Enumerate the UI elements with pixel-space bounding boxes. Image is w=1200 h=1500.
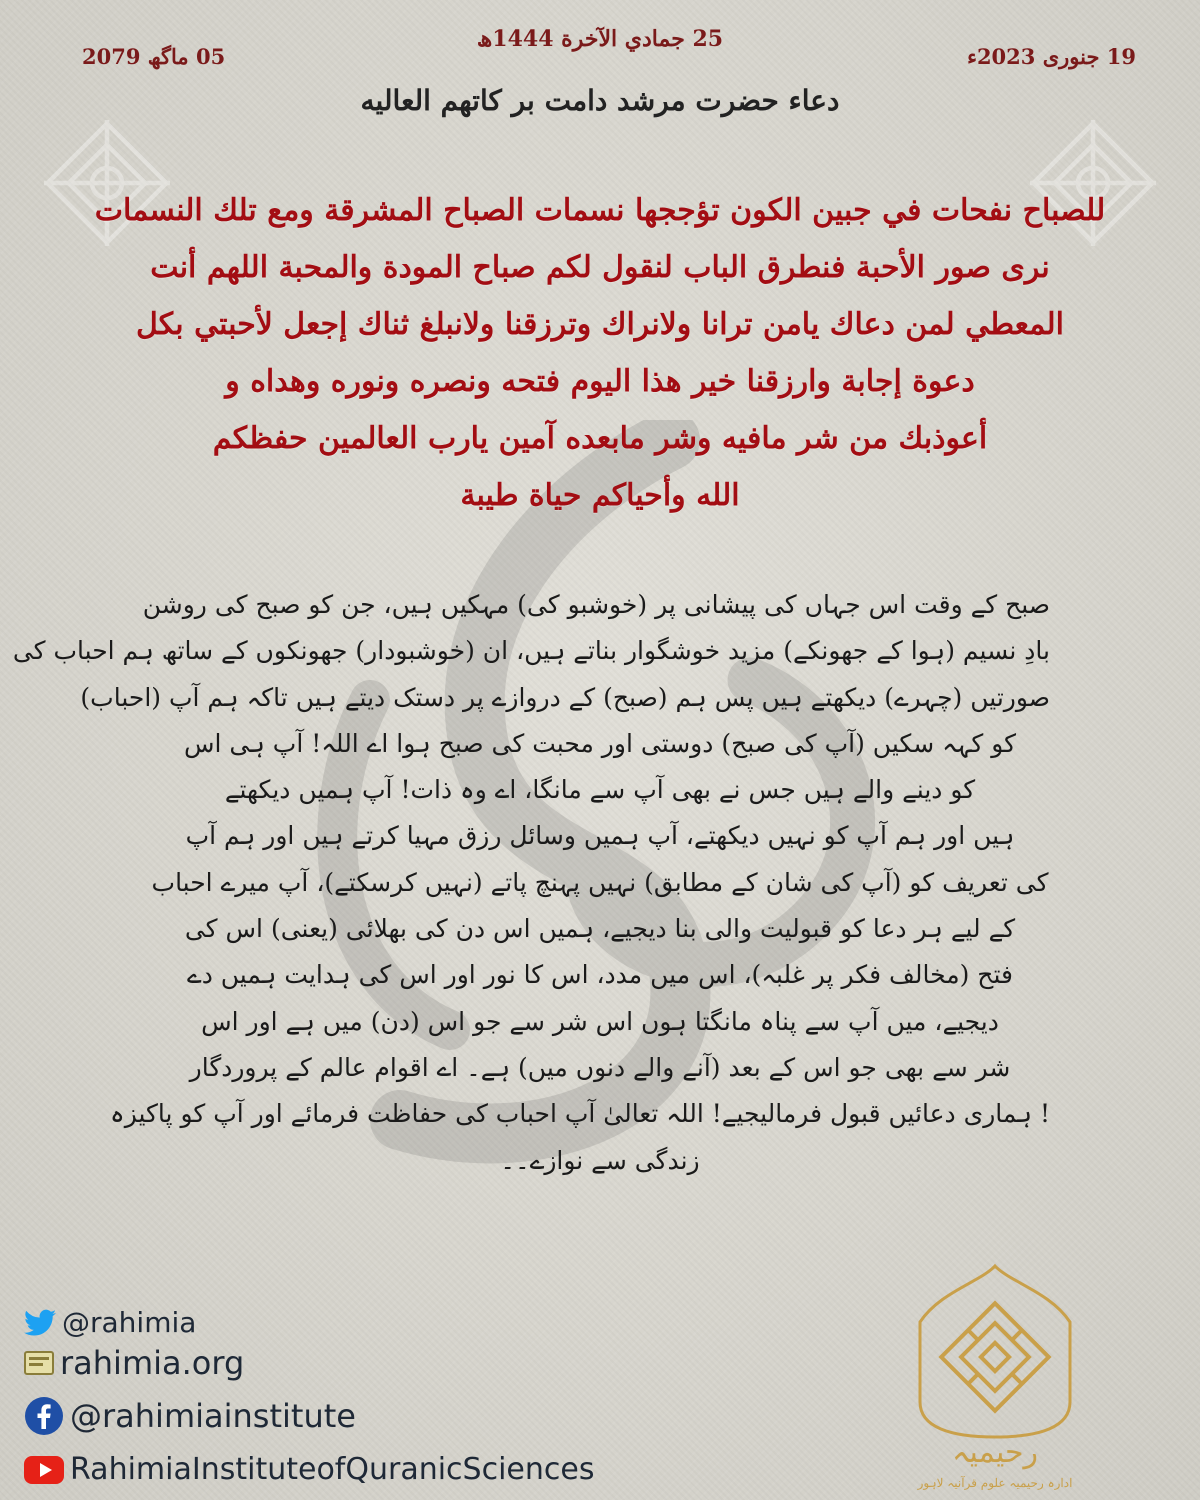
urdu-line: ! ہماری دعائیں قبول فرمالیجیے! اللہ تعالیٰ آپ احباب کی حفاظت فرمائے اور آپ کو پاکیزہ [110,1099,1050,1129]
urdu-line: کے لیے ہر دعا کو قبولیت والی بنا دیجیے، ہمیں اس دن کی بھلائی (یعنی) اس کی [184,914,1016,944]
page-title: دعاء حضرت مرشد دامت بر کاتهم العاليه [360,84,840,117]
urdu-line: زندگی سے نوازے۔۔ [500,1145,700,1175]
rahimia-logo [910,1262,1080,1497]
urdu-line: ہیں اور ہم آپ کو نہیں دیکھتے، آپ ہمیں وسائل رزق مہیا کرتے ہیں اور ہم آپ [185,821,1015,851]
arabic-line: دعوة إجابة وارزقنا خير هذا اليوم فتحه ونصره ونوره وهداه و [225,364,975,399]
facebook-label: @rahimiainstitute [70,1397,356,1435]
arabic-prayer [90,182,1110,524]
website-link[interactable] [24,1344,244,1382]
logo-name-text: رحیمیہ [951,1435,1039,1470]
urdu-line: کو کہہ سکیں (آپ کی صبح) دوستی اور محبت کی صبح ہوا اے اللہ! آپ ہی اس [183,728,1017,758]
facebook-handle[interactable] [24,1396,356,1436]
twitter-label: @rahimia [62,1306,197,1339]
urdu-line: دیجیے، میں آپ سے پناہ مانگتا ہوں اس شر سے جو اس (دن) میں ہے اور اس [201,1006,999,1036]
urdu-line: بادِ نسیم (ہوا کے جھونکے) مزید خوشگوار بناتے ہیں، ان (خوشبودار) جھونکوں کے ساتھ ہم احباب کی [12,636,1050,666]
urdu-translation [12,582,1050,1184]
youtube-channel[interactable] [24,1452,594,1487]
arabic-line: الله وأحياكم حياة طيبة [460,478,740,513]
web-icon [24,1351,54,1375]
urdu-line: صبح کے وقت اس جہاں کی پیشانی پر (خوشبو کی) مہکیں ہیں، جن کو صبح کی روشن [142,590,1050,619]
urdu-line: صورتیں (چہرے) دیکھتے ہیں پس ہم (صبح) کے دروازے پر دستک دیتے ہیں تاکہ ہم آپ (احباب) [80,682,1050,712]
urdu-line: شر سے بھی جو اس کے بعد (آنے والے دنوں میں) ہے۔ اے اقوام عالم کے پروردگار [189,1052,1011,1082]
urdu-line: فتح (مخالف فکر پر غلبہ)، اس میں مدد، اس کا نور اور اس کی ہدایت ہمیں دے [187,960,1013,990]
arabic-line: للصباح نفحات في جبين الكون تؤججها نسمات الصباح المشرقة ومع تلك النسمات [94,193,1106,228]
youtube-label: RahimiaInstituteofQuranicSciences [70,1452,595,1487]
twitter-icon [24,1309,56,1337]
arabic-line: أعوذبك من شر مافيه وشر مابعده آمين يارب العالمين حفظكم [212,421,988,456]
arabic-line: نرى صور الأحبة فنطرق الباب لنقول لكم صباح المودة والمحبة اللهم أنت [150,250,1050,285]
logo-subtitle-text: ادارہ رحیمیہ علوم قرآنیہ لاہور [917,1476,1073,1490]
gregorian-date: 19 جنوری 2023ء [967,44,1136,69]
twitter-handle[interactable] [24,1306,196,1339]
youtube-icon [24,1456,64,1484]
urdu-line: کو دینے والے ہیں جس نے بھی آپ سے مانگا، اے وہ ذات! آپ ہمیں دیکھتے [224,775,976,805]
arabic-line: المعطي لمن دعاك يامن ترانا ولانراك وترزقنا ولانبلغ ثناك إجعل لأحبتي بكل [136,307,1064,342]
hijri-date: 25 جمادي الآخرة 1444ھ [476,26,724,52]
facebook-icon [24,1396,64,1436]
bikrami-date: 05 ماگھ 2079 [82,44,226,69]
urdu-line: کی تعریف کو (آپ کی شان کے مطابق) نہیں پہنچ پاتے (نہیں کرسکتے)، آپ میرے احباب [151,867,1049,897]
website-label: rahimia.org [60,1344,245,1382]
